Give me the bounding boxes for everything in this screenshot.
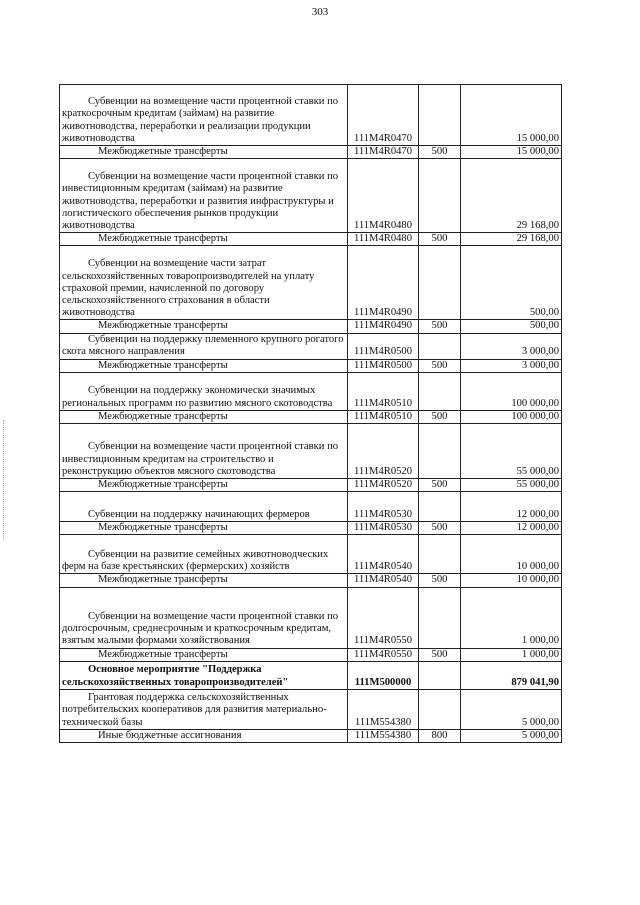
- row-code: 111M4R0510: [348, 372, 419, 410]
- row-amount: 1 000,00: [461, 587, 562, 648]
- row-name: Иные бюджетные ассигнования: [60, 729, 348, 742]
- row-type: 500: [419, 359, 461, 372]
- row-amount: 3 000,00: [461, 333, 562, 359]
- row-type: 500: [419, 522, 461, 535]
- row-amount: 55 000,00: [461, 479, 562, 492]
- row-type: [419, 587, 461, 648]
- row-name: Субвенции на возмещение части затрат сельскохозяйственных товаропроизводителей на уплату страховой премии, начисленной по договору сельскохозяйственного страхования в области животноводства: [62, 258, 315, 319]
- row-amount: 15 000,00: [461, 85, 562, 146]
- row-code: 111M4R0520: [348, 424, 419, 479]
- row-amount: 500,00: [461, 246, 562, 320]
- row-name: Субвенции на возмещение части процентной ставки по долгосрочным, среднесрочным и краткосрочным кредитам, взятым малыми формами хозяйствования: [62, 611, 339, 647]
- budget-table: [59, 84, 562, 743]
- row-code: 111M554380: [348, 689, 419, 729]
- row-type: 800: [419, 729, 461, 742]
- row-amount: 100 000,00: [461, 372, 562, 410]
- table-row: [60, 246, 562, 320]
- table-row: [60, 410, 562, 423]
- row-name: Основное мероприятие "Поддержка сельскохозяйственных товаропроизводителей": [62, 664, 289, 688]
- row-name: Грантовая поддержка сельскохозяйственных потребительских кооперативов для развития материально-технической базы: [62, 692, 327, 728]
- scan-margin-artifact: [3, 420, 5, 540]
- row-amount: 12 000,00: [461, 492, 562, 522]
- row-amount: 15 000,00: [461, 146, 562, 159]
- row-type: [419, 689, 461, 729]
- table-row: [60, 535, 562, 574]
- row-code: 111M4R0470: [348, 85, 419, 146]
- row-name: Межбюджетные трансферты: [60, 233, 348, 246]
- row-amount: 879 041,90: [461, 661, 562, 689]
- row-type: [419, 246, 461, 320]
- row-name: Субвенции на поддержку племенного крупного рогатого скота мясного направления: [62, 334, 344, 358]
- row-name: Межбюджетные трансферты: [60, 320, 348, 333]
- table-row: [60, 333, 562, 359]
- row-code: 111M4R0530: [348, 522, 419, 535]
- row-type: 500: [419, 410, 461, 423]
- table-row: [60, 661, 562, 689]
- row-type: [419, 424, 461, 479]
- row-code: 111M4R0490: [348, 320, 419, 333]
- row-code: 111M4R0500: [348, 333, 419, 359]
- table-row: [60, 492, 562, 522]
- table-row: [60, 233, 562, 246]
- row-code: 111M4R0490: [348, 246, 419, 320]
- page-number: 303: [311, 6, 329, 18]
- table-row: [60, 574, 562, 587]
- row-type: [419, 535, 461, 574]
- row-type: [419, 85, 461, 146]
- table-row: [60, 146, 562, 159]
- row-code: 111M4R0540: [348, 574, 419, 587]
- row-type: [419, 492, 461, 522]
- table-row: [60, 159, 562, 233]
- row-type: [419, 159, 461, 233]
- table-row: [60, 359, 562, 372]
- table-row: [60, 522, 562, 535]
- row-code: 111M4R0500: [348, 359, 419, 372]
- row-name: Субвенции на возмещение части процентной ставки по краткосрочным кредитам (займам) на развитие животноводства, переработки и реализации продукции животноводства: [62, 96, 339, 144]
- row-type: [419, 333, 461, 359]
- row-amount: 29 168,00: [461, 233, 562, 246]
- row-amount: 10 000,00: [461, 535, 562, 574]
- row-amount: 55 000,00: [461, 424, 562, 479]
- row-type: 500: [419, 233, 461, 246]
- row-code: 111M554380: [348, 729, 419, 742]
- table-row: [60, 372, 562, 410]
- row-name: Межбюджетные трансферты: [60, 359, 348, 372]
- row-name: Субвенции на возмещение части процентной ставки по инвестиционным кредитам (займам) на развитие животноводства, переработки и развития инфраструктуры и логистического обеспечения рынков продукции животноводства: [62, 171, 339, 231]
- row-code: 111M4R0540: [348, 535, 419, 574]
- row-type: 500: [419, 320, 461, 333]
- row-code: 111M4R0480: [348, 159, 419, 233]
- row-code: 111M4R0530: [348, 492, 419, 522]
- table-row: [60, 424, 562, 479]
- table-row: [60, 729, 562, 742]
- table-row: [60, 85, 562, 146]
- row-name: Межбюджетные трансферты: [60, 522, 348, 535]
- row-code: 111M4R0470: [348, 146, 419, 159]
- row-name: Межбюджетные трансферты: [60, 574, 348, 587]
- row-name: Субвенции на поддержку экономически значимых региональных программ по развитию мясного скотоводства: [62, 385, 333, 409]
- row-name: Субвенции на возмещение части процентной ставки по инвестиционным кредитам на строительство и реконструкцию объектов мясного скотоводства: [62, 441, 339, 477]
- row-amount: 29 168,00: [461, 159, 562, 233]
- row-amount: 5 000,00: [461, 689, 562, 729]
- row-amount: 500,00: [461, 320, 562, 333]
- table-row: [60, 648, 562, 661]
- row-name: Субвенции на развитие семейных животноводческих ферм на базе крестьянских (фермерских) хозяйств: [62, 549, 329, 573]
- row-amount: 12 000,00: [461, 522, 562, 535]
- row-name: Субвенции на поддержку начинающих фермеров: [88, 509, 310, 521]
- row-code: 111M4R0480: [348, 233, 419, 246]
- row-type: 500: [419, 648, 461, 661]
- row-code: 111M4R0510: [348, 410, 419, 423]
- row-name: Межбюджетные трансферты: [60, 146, 348, 159]
- row-amount: 5 000,00: [461, 729, 562, 742]
- row-amount: 3 000,00: [461, 359, 562, 372]
- row-code: 111M4R0520: [348, 479, 419, 492]
- row-type: [419, 661, 461, 689]
- row-type: [419, 372, 461, 410]
- table-row: [60, 479, 562, 492]
- row-code: 111M4R0550: [348, 648, 419, 661]
- row-code: 111M500000: [348, 661, 419, 689]
- row-amount: 100 000,00: [461, 410, 562, 423]
- row-name: Межбюджетные трансферты: [60, 648, 348, 661]
- row-type: 500: [419, 146, 461, 159]
- row-type: 500: [419, 574, 461, 587]
- table-row: [60, 689, 562, 729]
- row-name: Межбюджетные трансферты: [60, 410, 348, 423]
- row-code: 111M4R0550: [348, 587, 419, 648]
- table-row: [60, 587, 562, 648]
- row-name: Межбюджетные трансферты: [60, 479, 348, 492]
- row-amount: 1 000,00: [461, 648, 562, 661]
- row-type: 500: [419, 479, 461, 492]
- table-row: [60, 320, 562, 333]
- row-amount: 10 000,00: [461, 574, 562, 587]
